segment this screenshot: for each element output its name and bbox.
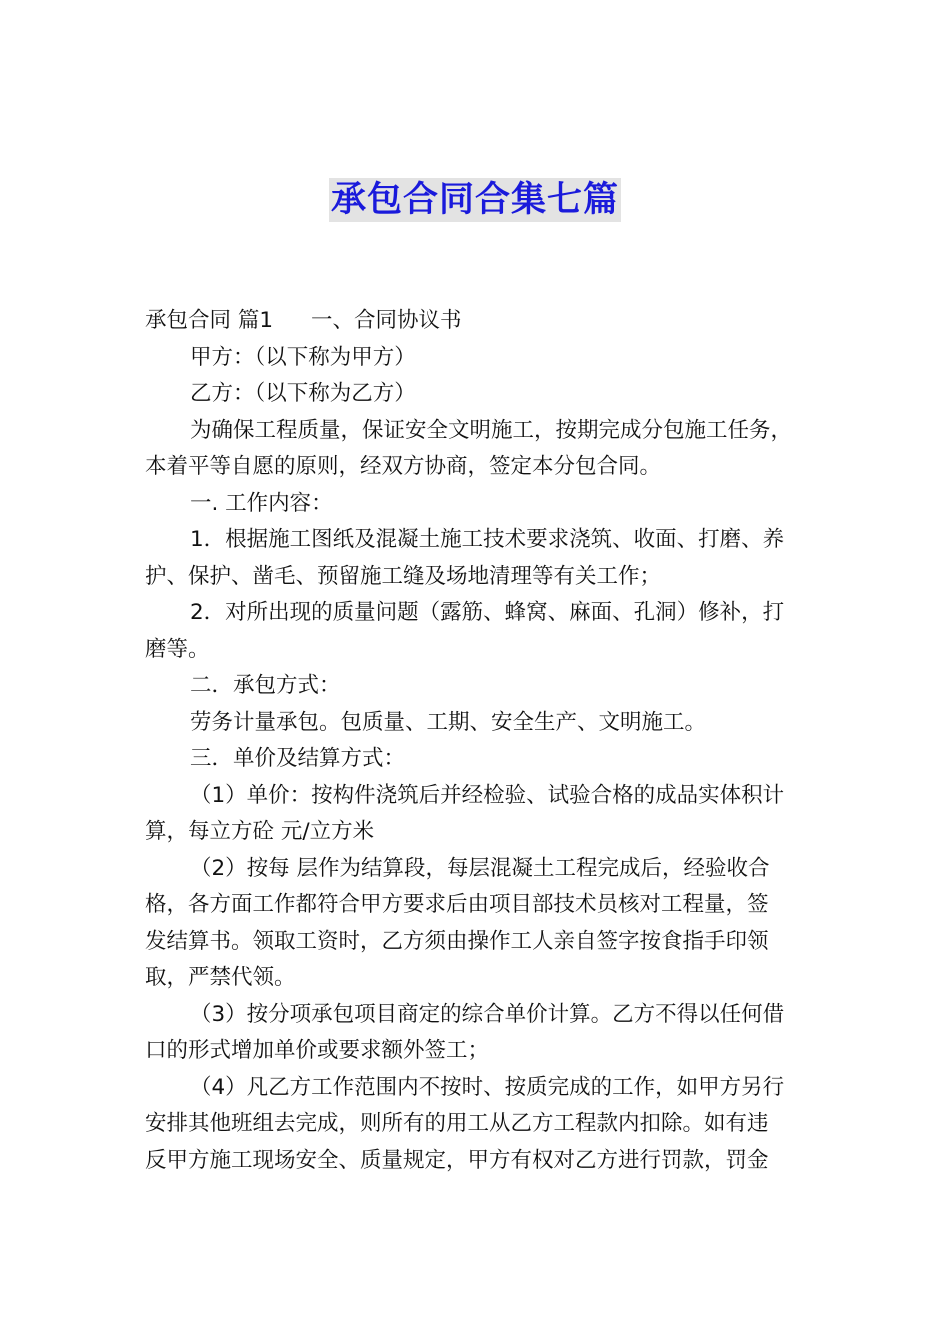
heading-price-settlement: 三．单价及结算方式： <box>190 746 406 771</box>
item-1-line: 护、保护、凿毛、预留施工缝及场地清理等有关工作； <box>145 563 662 589</box>
clause-2-line: 取，严禁代领。 <box>145 965 296 990</box>
clause-1-line: （1）单价：按构件浇筑后并经检验、试验合格的成品实体积计 <box>190 782 785 808</box>
clause-4-line: 反甲方施工现场安全、质量规定，甲方有权对乙方进行罚款，罚金 <box>145 1147 769 1173</box>
section-heading: 承包合同 篇1 <box>145 308 274 333</box>
clause-2-line: 发结算书。领取工资时，乙方须由操作工人亲自签字按食指手印领 <box>145 928 769 954</box>
clause-2-line: （2）按每 层作为结算段，每层混凝土工程完成后，经验收合 <box>190 855 770 881</box>
section-subheading: 一、合同协议书 <box>311 308 462 333</box>
clause-1-line: 算，每立方砼 元/立方米 <box>145 819 375 844</box>
intro-line: 本着平等自愿的原则，经双方协商，签定本分包合同。 <box>145 454 662 479</box>
item-1-line: 1．根据施工图纸及混凝土施工技术要求浇筑、收面、打磨、养 <box>190 527 785 552</box>
clause-4-line: （4）凡乙方工作范围内不按时、按质完成的工作，如甲方另行 <box>190 1074 785 1100</box>
document-title: 承包合同合集七篇 <box>330 180 619 220</box>
title-block <box>0 178 950 222</box>
clause-3-line: 口的形式增加单价或要求额外签工； <box>145 1038 490 1063</box>
intro-line: 为确保工程质量，保证安全文明施工，按期完成分包施工任务， <box>190 417 793 443</box>
section-heading-line <box>145 303 807 340</box>
party-a-line: 甲方：（以下称为甲方） <box>190 344 416 370</box>
contract-method-text: 劳务计量承包。包质量、工期、安全生产、文明施工。 <box>190 709 707 735</box>
heading-work-content: 一. 工作内容： <box>190 490 333 516</box>
clause-4-line: 安排其他班组去完成，则所有的用工从乙方工程款内扣除。如有违 <box>145 1111 769 1136</box>
party-b-line: 乙方：（以下称为乙方） <box>190 381 416 406</box>
item-2-line: 2．对所出现的质量问题（露筋、蜂窝、麻面、孔洞）修补，打 <box>190 600 785 625</box>
document-body <box>145 303 807 1179</box>
clause-3-line: （3）按分项承包项目商定的综合单价计算。乙方不得以任何借 <box>190 1001 785 1027</box>
item-2-line: 磨等。 <box>145 636 210 662</box>
heading-contract-method: 二．承包方式： <box>190 673 341 698</box>
clause-2-line: 格，各方面工作都符合甲方要求后由项目部技术员核对工程量，签 <box>145 892 769 917</box>
